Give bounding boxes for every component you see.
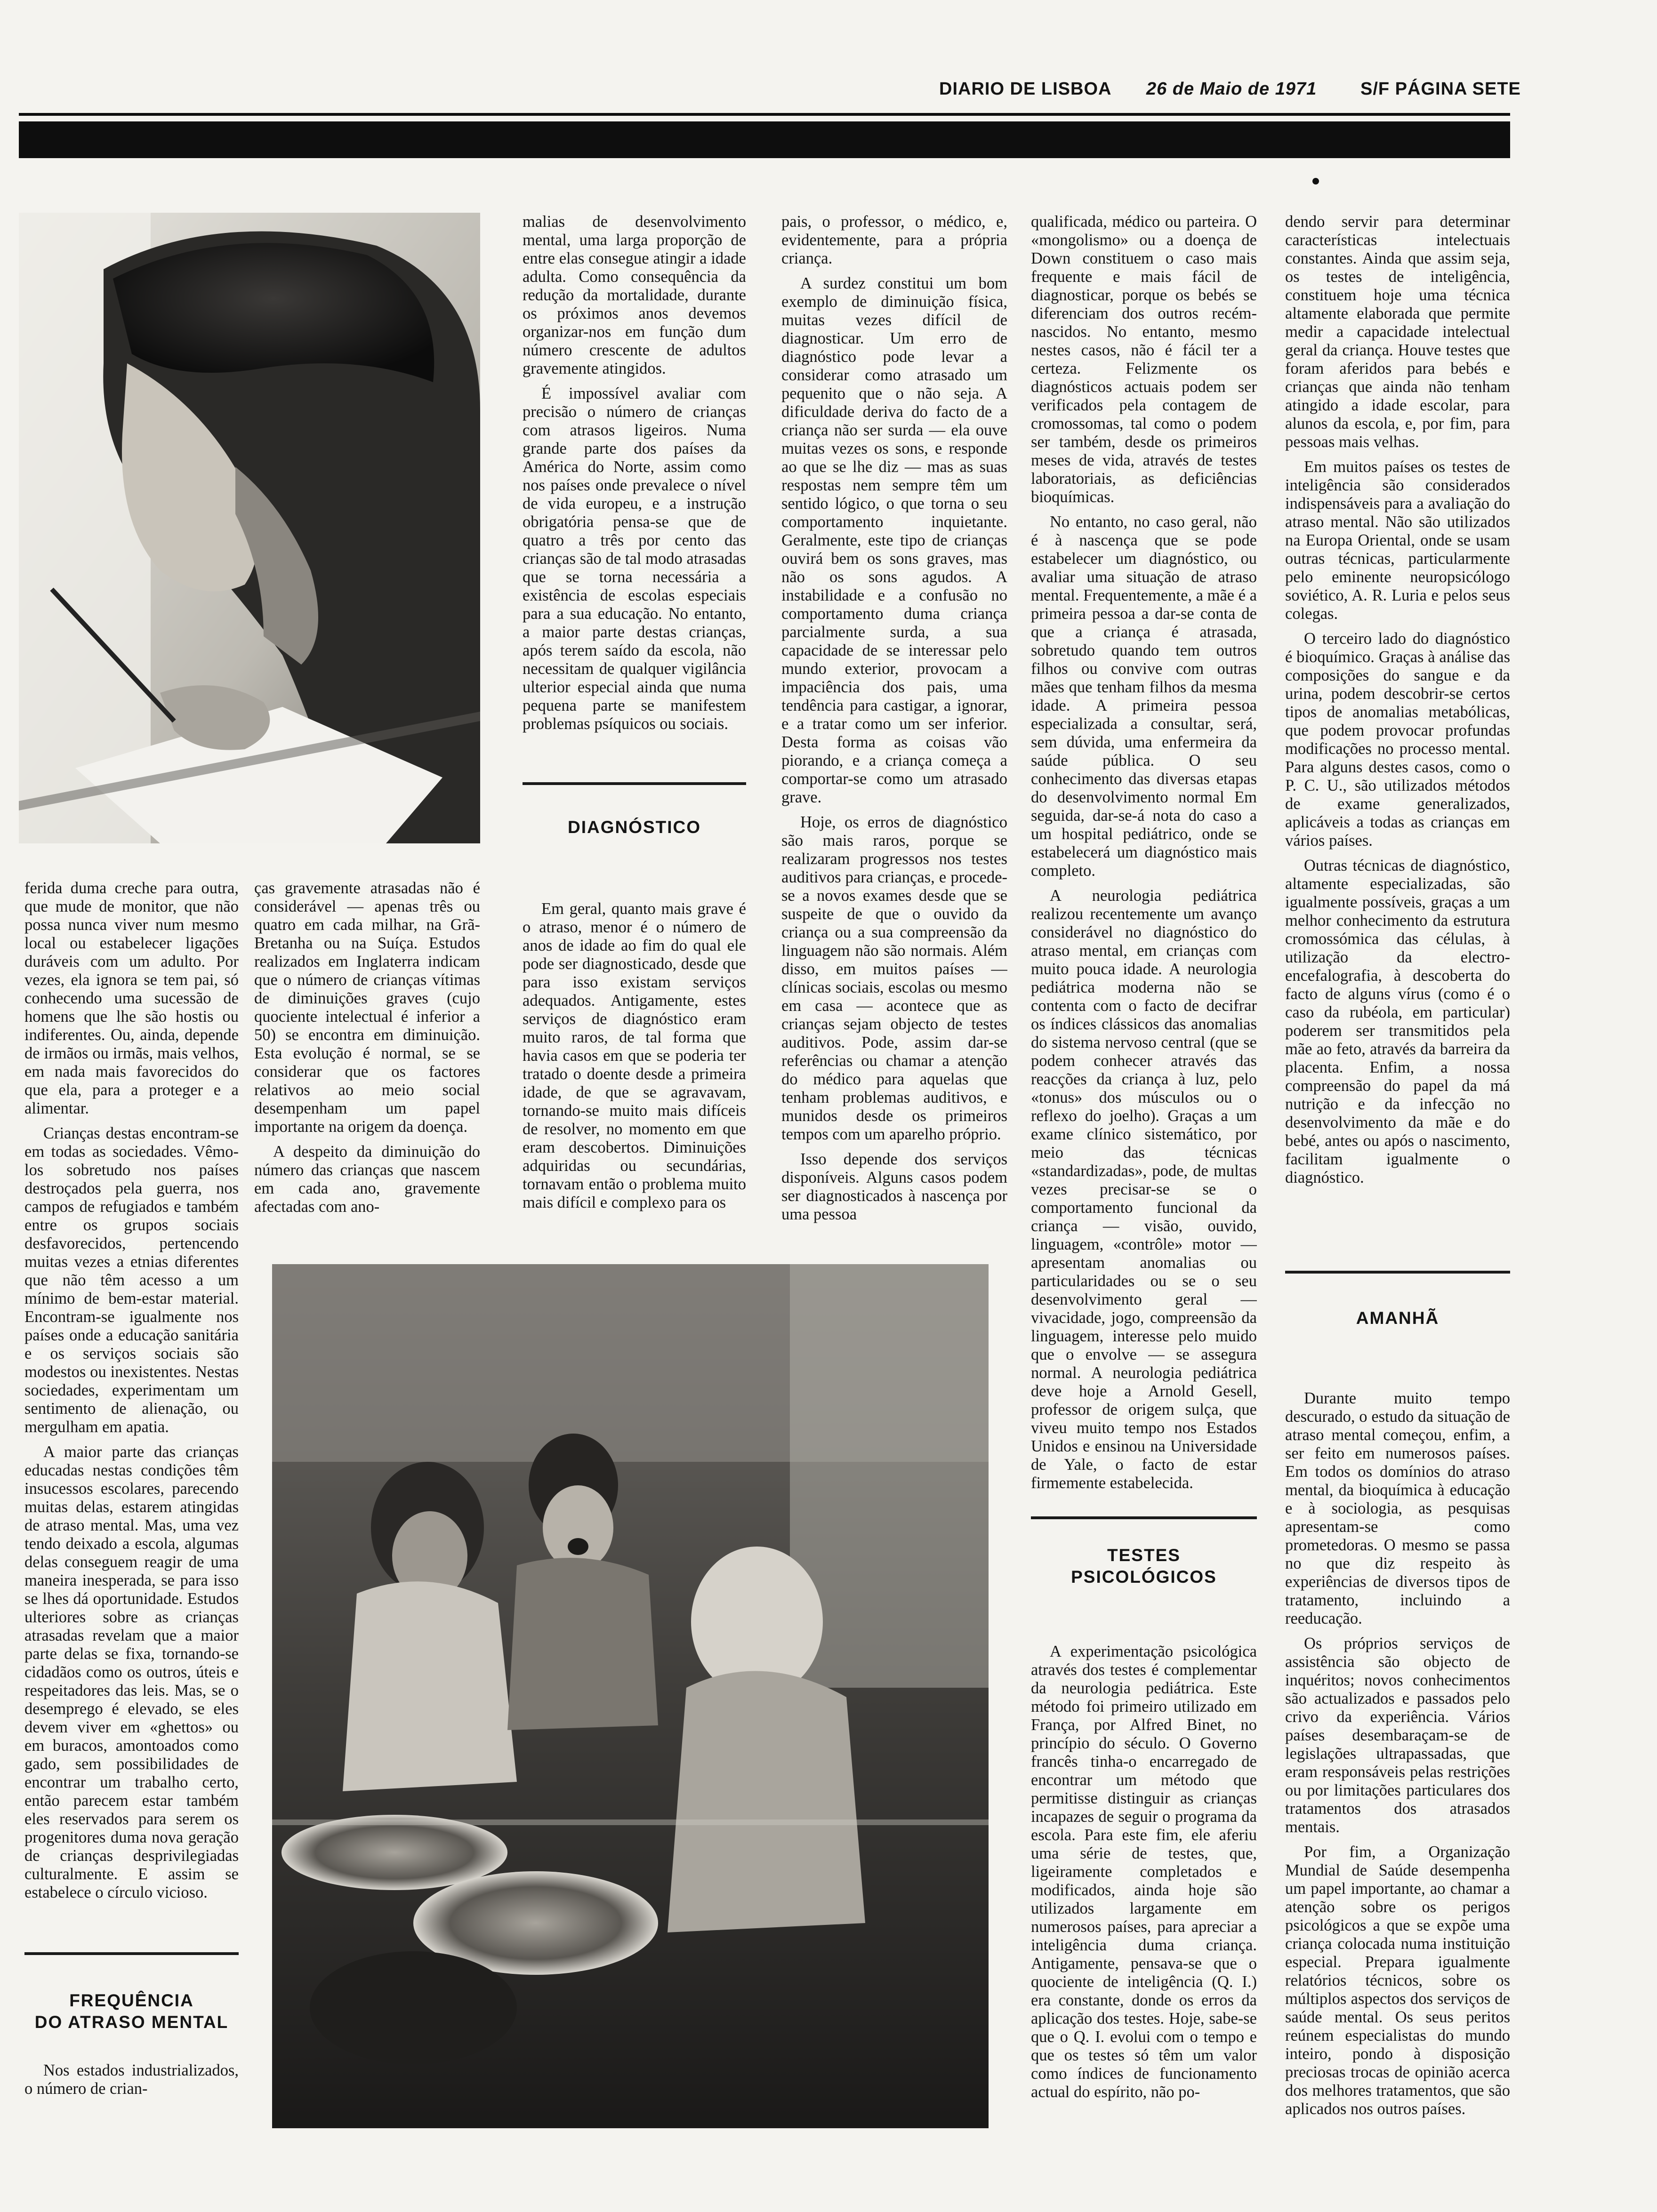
paragraph: ças gravemente atrasadas não é considerável — apenas três ou quatro em cada milhar, na Grã-Bretanha ou na Suíça. Estudos realizados em Inglaterra indicam que o número de crianças vítimas de diminuições graves (cujo quociente intelectual é inferior a 50) se encontra em diminuição. Esta evolução é normal, se se considerar que os factores relativos ao meio social desempenham um papel importante na origem da doença. bbox=[254, 879, 480, 1136]
paragraph: Durante muito tempo descurado, o estudo da situação de atraso mental começou, enfim, a ser feito em numerosos países. Em todos os domínios do atraso mental, da bioquímica à educação e à sociologia, as pesquisas apresentam-se como prometedoras. O mesmo se passa no que diz respeito às experiências de diversos tipos de tratamento, incluindo a reeducação. bbox=[1285, 1389, 1510, 1627]
paragraph: A neurologia pediátrica realizou recentemente um avanço considerável no diagnóstico do atraso mental, em crianças com muito pouca idade. A neurologia pediátrica moderna não se contenta com o facto de decifrar os índices clássicos das anomalias do sistema nervoso central (que se podem conhecer através das reacções da criança à luz, pelo «tonus» dos músculos ou o reflexo do joelho). Graças a um exame clínico sistemático, por meio das técnicas «standardizadas», pode, de multas vezes precisar-se se o comportamento funcional da criança — visão, ouvido, linguagem, «contrôle» motor — apresentam anomalias ou particularidades ou se o seu desenvolvimento geral — vivacidade, jogo, compreensão da linguagem, interesse pelo muido que o envolve — se assegura normal. A neurologia pediátrica deve hoje a Arnold Gesell, professor de origem sulça, que viveu muito tempo nos Estados Unidos e ensinou na Universidade de Yale, o facto de estar firmemente estabelecida. bbox=[1031, 887, 1257, 1492]
children-eating-photo bbox=[272, 1264, 989, 2128]
column-1-text bbox=[24, 879, 239, 1933]
paragraph: Isso depende dos serviços disponíveis. Alguns casos podem ser diagnosticados à nascença por uma pessoa bbox=[781, 1150, 1007, 1223]
paragraph: Em geral, quanto mais grave é o atraso, menor é o número de anos de idade ao fim do qual ele pode ser diagnosticado, desde que para isso existam serviços adequados. Antigamente, estes serviços de diagnóstico eram muito raros, de tal forma que havia casos em que se poderia ter tratado o doente desde a primeira idade, de que se agravavam, tornando-se muito mais difíceis de resolver, no momento em que eram descobertos. Diminuições adquiridas ou secundárias, tornavam então o problema muito mais difícil e complexo para os bbox=[523, 900, 746, 1211]
paragraph: pais, o professor, o médico, e, evidentemente, para a própria criança. bbox=[781, 213, 1007, 267]
section-rule bbox=[1031, 1516, 1257, 1519]
paragraph: A surdez constitui um bom exemplo de diminuição física, muitas vezes difícil de diagnosticar. Um erro de diagnóstico pode levar a considerar como atrasado um pequenito que o não seja. A dificuldade deriva do facto de a criança não ser surda — ela ouve muitas vezes os sons, e responde ao que se lhe diz — mas as suas respostas nem sempre têm um sentido lógico, o que torna o seu comportamento inquietante. Geralmente, este tipo de crianças ouvirá bem os sons graves, mas não os sons agudos. A instabilidade e a confusão no comportamento duma criança parcialmente surda, a sua capacidade de se interessar pelo mundo exterior, provocam a impaciência dos pais, uma tendência para castigar, a ignorar, e a tratar como um ser inferior. Desta forma as coisas vão piorando, e a criança começa a comportar-se como um atrasado grave. bbox=[781, 274, 1007, 806]
heading-amanha: AMANHÃ bbox=[1356, 1308, 1440, 1328]
heading-line: PSICOLÓGICOS bbox=[1071, 1567, 1217, 1587]
boy-writing-photo bbox=[19, 213, 480, 843]
paragraph: Por fim, a Organização Mundial de Saúde desempenha um papel importante, ao chamar a atenção sobre os perigos psicológicos a que se expõe uma criança colocada numa instituição especial. Prepara igualmente relatórios técnicos, sobre os múltiplos aspectos dos serviços de saúde mental. Os seus peritos reúnem especialistas do mundo inteiro, pondo à disposição preciosas trocas de opinião acerca dos melhores tratamentos, que são aplicados nos outros países. bbox=[1285, 1843, 1510, 2118]
paragraph: É impossível avaliar com precisão o número de crianças com atrasos ligeiros. Numa grande parte dos países da América do Norte, assim como nos países onde prevalece o nível de vida europeu, e a instrução obrigatória pensa-se que de quatro a três por cento das crianças são de tal modo atrasadas que se torna necessária a existência de escolas especiais para a sua educação. No entanto, a maior parte destas crianças, após terem saído da escola, não necessitam de qualquer vigilância ulterior especial ainda que numa pequena parte se manifestem problemas psíquicos ou sociais. bbox=[523, 385, 746, 733]
column-5-bottom bbox=[1031, 1643, 1257, 2151]
paragraph: malias de desenvolvimento mental, uma larga proporção de entre elas consegue atingir a idade adulta. Como consequência da redução da mortalidade, durante os próximos anos devemos organizar-nos em função dum número crescente de adultos gravemente atingidos. bbox=[523, 213, 746, 377]
issue-date: 26 de Maio de 1971 bbox=[1146, 79, 1317, 99]
column-6-bottom bbox=[1285, 1389, 1510, 2156]
column-1-end bbox=[24, 2061, 239, 2137]
heading-line: DO ATRASO MENTAL bbox=[34, 2012, 229, 2032]
column-3-bottom bbox=[523, 900, 746, 1229]
column-3-top bbox=[523, 213, 746, 754]
paragraph: A experimentação psicológica através dos testes é complementar da neurologia pediátrica. Este método foi primeiro utilizado em França, por Alfred Binet, no princípio do século. O Governo francês tinha-o encarregado de encontrar um método que permitisse distinguir as crianças incapazes de seguir o programa da escola. Para este fim, ele aferiu uma série de testes, que, ligeiramente completados e modificados, ainda hoje são utilizados largamente em numerosos países, para apreciar a inteligência duma criança. Antigamente, pensava-se que o quociente de inteligência (Q. I.) era constante, donde os erros da aplicação dos testes. Hoje, sabe-se que o Q. I. evolui com o tempo e que os testes só têm um valor como índices de funcionamento actual do espírito, não po- bbox=[1031, 1643, 1257, 2101]
bullet-mark bbox=[1312, 178, 1319, 184]
paragraph: dendo servir para determinar características intelectuais constantes. Ainda que assim seja, os testes de inteligência, constituem hoje uma técnica altamente elaborada que permite medir a capacidade intelectual geral da criança. Houve testes que foram aferidos para bebés e crianças que ainda não tenham atingido a idade escolar, para alunos da escola, e, por fim, para pessoas mais velhas. bbox=[1285, 213, 1510, 451]
section-rule bbox=[24, 1952, 239, 1955]
paragraph: qualificada, médico ou parteira. O «mongolismo» ou a doença de Down constituem o caso mais frequente e mais fácil de diagnosticar, porque os bebés se diferenciam dos outros recém-nascidos. No entanto, mesmo nestes casos, não é fácil ter a certeza. Felizmente os diagnósticos actuais podem ser verificados pela contagem de cromossomas, tal como o podem ser também, desde os primeiros meses de vida, através de testes laboratoriais, as deficiências bioquímicas. bbox=[1031, 213, 1257, 506]
column-6-top bbox=[1285, 213, 1510, 1234]
paragraph: Crianças destas encontram-se em todas as sociedades. Vêmo-los sobretudo nos países destroçados pela guerra, nos campos de refugiados e também entre os grupos sociais desfavorecidos, pertencendo muitas vezes a etnias diferentes que não têm acesso a um mínimo de bem-estar material. Encontram-se igualmente nos países onde a educação sanitária e os serviços sociais são modestos ou inexistentes. Nestas sociedades, experimentam um sentimento de alienação, ou mergulham em apatia. bbox=[24, 1124, 239, 1436]
column-4-text bbox=[781, 213, 1007, 1229]
column-5-top bbox=[1031, 213, 1257, 1493]
paragraph: O terceiro lado do diagnóstico é bioquímico. Graças à análise das composições do sangue e da urina, podem descobrir-se certos tipos de anomalias metabólicas, que podem provocar profundas modificações no processo mental. Para alguns destes casos, como o P. C. U., são utilizados métodos de exame generalizados, aplicáveis a todas as crianças em vários países. bbox=[1285, 630, 1510, 850]
paragraph: Outras técnicas de diagnóstico, altamente especializadas, são igualmente possíveis, graças a um melhor conhecimento da estrutura cromossómica das células, à utilização da electro-encefalografia, à descoberta do facto de alguns vírus (como é o caso da rubéola, em particular) poderem ser transmitidos pela mãe ao feto, através da barreira da placenta. Enfim, a nossa compreensão do papel da má nutrição e da infecção no desenvolvimento da mãe e do bebé, antes ou após o nascimento, facilitam igualmente o diagnóstico. bbox=[1285, 857, 1510, 1186]
section-rule bbox=[1285, 1271, 1510, 1274]
paragraph: Os próprios serviços de assistência são objecto de inquéritos; novos conhecimentos são actualizados e passados pelo crivo da experiência. Vários países desembaraçam-se de legislações ultrapassadas, que eram responsáveis pelas restrições ou por limitações particulares dos tratamentos dos atrasados mentais. bbox=[1285, 1635, 1510, 1836]
column-2-text bbox=[254, 879, 480, 1242]
page-label: S/F PÁGINA SETE bbox=[1360, 79, 1521, 99]
heading-line: FREQUÊNCIA bbox=[69, 1991, 194, 2010]
paragraph: A despeito da diminuição do número das crianças que nascem em cada ano, gravemente afectadas com ano- bbox=[254, 1143, 480, 1216]
heading-frequencia bbox=[24, 1990, 239, 2033]
paragraph: A maior parte das crianças educadas nestas condições têm insucessos escolares, parecendo muitas delas, estarem atingidas de atraso mental. Mas, uma vez tendo deixado a escola, algumas delas conseguem reagir de uma maneira inesperada, se para isso se lhes dá oportunidade. Estudos ulteriores sobre as crianças atrasadas revelam que a maior parte delas se fixa, tornando-se cidadãos como os outros, úteis e respeitadores das leis. Mas, se o desemprego é elevado, se eles devem viver em «ghettos» ou em buracos, amontoados como gado, sem possibilidades de encontrar um trabalho certo, então parecem estar também eles reservados para serem os progenitores duma nova geração de crianças desprivilegiadas culturalmente. E assim se estabelece o círculo vicioso. bbox=[24, 1443, 239, 1901]
newspaper-name: DIARIO DE LISBOA bbox=[939, 79, 1112, 99]
heading-line: TESTES bbox=[1107, 1546, 1181, 1565]
section-rule bbox=[523, 782, 746, 785]
paragraph: ferida duma creche para outra, que mude de monitor, que não possa nunca viver num mesmo local ou estabelecer ligações duráveis com um adulto. Por vezes, ela ignora se tem pai, só conhecendo uma sucessão de homens que lhe são hostis ou indiferentes. Ou, ainda, depende de irmãos ou irmãs, mais velhos, em nada mais favorecidos do que ela, para a proteger e a alimentar. bbox=[24, 879, 239, 1117]
paragraph: Hoje, os erros de diagnóstico são mais raros, porque se realizaram progressos nos testes auditivos para crianças, e procede-se a novos exames desde que se suspeite de que o ouvido da criança ou a sua compreensão da linguagem não são normais. Além disso, em muitos países — clínicas sociais, escolas ou mesmo em casa — acontece que as crianças sejam objecto de testes auditivos. Pode, assim dar-se referências ou chamar a atenção do médico para aquelas que tenham problemas auditivos, e munidos desde os primeiros tempos com um aparelho próprio. bbox=[781, 813, 1007, 1143]
heading-testes bbox=[1031, 1545, 1257, 1588]
masthead-rule bbox=[19, 113, 1510, 116]
paragraph: Em muitos países os testes de inteligência são considerados indispensáveis para a avaliação do atraso mental. Não são utilizados na Europa Oriental, onde se usam outras técnicas, particularmente pelo eminente neuropsicólogo soviético, A. R. Luria e pelos seus colegas. bbox=[1285, 458, 1510, 623]
paragraph: No entanto, no caso geral, não é à nascença que se pode estabelecer um diagnóstico, ou avaliar uma situação de atraso mental. Frequentemente, a mãe é a primeira pessoa a dar-se conta de que a criança é atrasada, sobretudo quando tem outros filhos ou convive com outras mães que tenham filhos da mesma idade. A primeira pessoa especializada a consultar, será, sem dúvida, uma enfermeira da saúde pública. O seu conhecimento das diversas etapas do desenvolvimento normal Em seguida, dar-se-á nota do caso a um hospital pediátrico, onde se estabelecerá um diagnóstico mais completo. bbox=[1031, 513, 1257, 880]
heading-diagnostico: DIAGNÓSTICO bbox=[567, 817, 701, 837]
header-black-bar bbox=[19, 121, 1510, 158]
paragraph: Nos estados industrializados, o número de crian- bbox=[24, 2061, 239, 2098]
masthead bbox=[939, 74, 1521, 104]
